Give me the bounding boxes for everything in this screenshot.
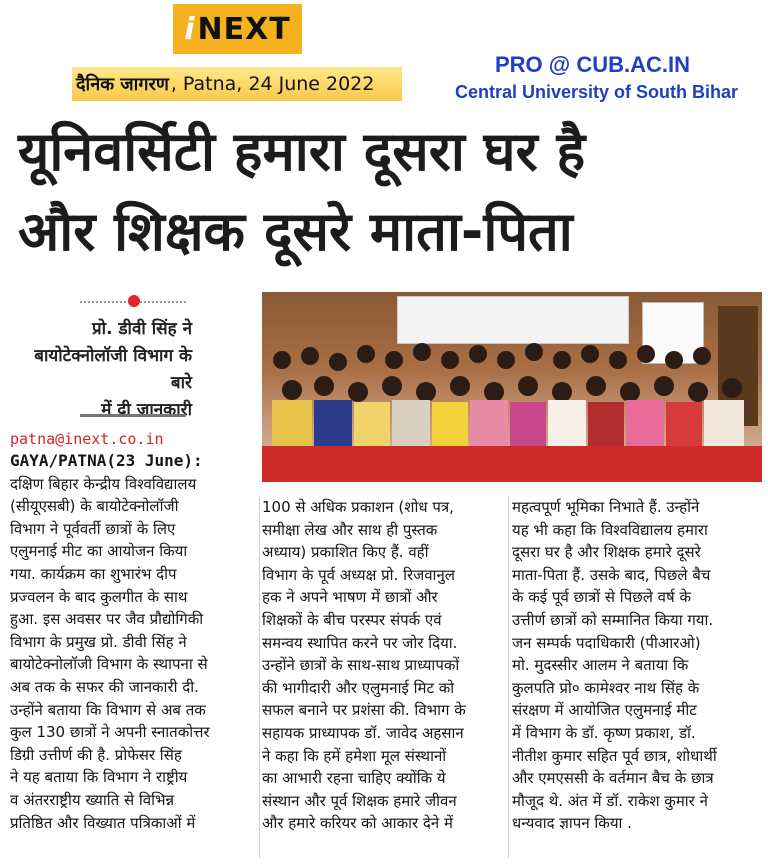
reporter-email: patna@inext.co.in: [10, 430, 164, 448]
article-line: उत्तीर्ण छात्रों को सम्मानित किया गया.: [512, 610, 714, 629]
article-line: बायोटेक्नोलॉजी विभाग के स्थापना से: [10, 655, 208, 674]
subhead-line: बायोटेक्नोलॉजी विभाग के बारे: [34, 346, 192, 393]
article-line: डिग्री उत्तीर्ण की है. प्रोफेसर सिंह: [10, 745, 182, 764]
pro-email: PRO @ CUB.AC.IN: [494, 52, 690, 77]
article-line: ने यह बताया कि विभाग ने राष्ट्रीय: [10, 768, 188, 787]
article-line: नीतीश कुमार सहित पूर्व छात्र, शोधार्थी: [512, 746, 717, 765]
article-line: विभाग के पूर्व अध्यक्ष प्रो. रिजवानुल: [262, 565, 455, 584]
article-line: संरक्षण में आयोजित एलुमनाई मीट: [512, 701, 697, 720]
column-divider: [508, 496, 509, 858]
article-line: समीक्षा लेख और साथ ही पुस्तक: [262, 520, 438, 539]
article-line: में विभाग के डॉ. कृष्ण प्रकाश, डॉ.: [512, 723, 696, 742]
article-line: मौजूद थे. अंत में डॉ. राकेश कुमार ने: [512, 791, 708, 810]
photo-seats: [262, 446, 762, 482]
article-line: दक्षिण बिहार केन्द्रीय विश्वविद्यालय: [10, 474, 197, 493]
article-column-2: [262, 496, 504, 835]
article-line: माता-पिता हैं. उसके बाद, पिछले बैच: [512, 565, 711, 584]
article-line: हुआ. इस अवसर पर जैव प्रौद्योगिकी: [10, 610, 204, 629]
article-line: मो. मुदस्सीर आलम ने बताया कि: [512, 656, 689, 675]
article-line: अध्याय) प्रकाशित किए हैं. वहीं: [262, 543, 429, 562]
university-name: Central University of South Bihar: [454, 82, 738, 102]
article-line: समन्वय स्थापित करने पर जोर दिया.: [262, 633, 458, 652]
article-line: और एमएससी के वर्तमान बैच के छात्र: [512, 769, 714, 788]
newspaper-name: दैनिक जागरण: [76, 74, 169, 95]
article-line: और हमारे करियर को आकार देने में: [262, 814, 453, 833]
article-line: सफल बनाने पर प्रशंसा की. विभाग के: [262, 701, 466, 720]
article-line: के कई पूर्व छात्रों से पिछले वर्ष के: [512, 588, 691, 607]
article-line: अब तक के सफर की जानकारी दी.: [10, 677, 199, 696]
article-line: विभाग ने पूर्ववर्ती छात्रों के लिए: [10, 519, 176, 538]
article-line: कुल 130 छात्रों ने अपनी स्नातकोत्तर: [10, 723, 210, 742]
article-line: 100 से अधिक प्रकाशन (शोध पत्र,: [262, 498, 454, 516]
subhead-line: प्रो. डीवी सिंह ने: [92, 319, 192, 339]
article-line: विभाग के प्रमुख प्रो. डीवी सिंह ने: [10, 632, 187, 651]
article-line: सहायक प्राध्यापक डॉ. जावेद अहसान: [262, 723, 464, 742]
photo-crowd: [262, 330, 762, 460]
headline-line-2: और शिक्षक दूसरे माता-पिता: [18, 200, 573, 263]
article-line: दूसरा घर है और शिक्षक हमारे दूसरे: [512, 543, 701, 562]
dateline-text: , Patna, 24 June 2022: [170, 73, 375, 95]
subhead: [14, 316, 192, 424]
article-line: गया. कार्यक्रम का शुभारंभ दीप: [10, 564, 177, 583]
subhead-line: में दी जानकारी: [101, 400, 192, 420]
article-line: यह भी कहा कि विश्वविद्यालय हमारा: [512, 520, 708, 539]
article-line: ने कहा कि हमें हमेशा मूल संस्थानों: [262, 746, 447, 765]
logo-text: NEXT: [197, 11, 291, 47]
article-line: उन्होंने छात्रों के साथ-साथ प्राध्यापकों: [262, 656, 460, 675]
article-line: हक ने अपने भाषण में छात्रों और: [262, 588, 438, 607]
article-line: कुलपति प्रो० कामेश्वर नाथ सिंह के: [512, 678, 700, 697]
article-line: प्रज्वलन के बाद कुलगीत के साथ: [10, 587, 188, 606]
article-column-3: [512, 496, 756, 835]
article-line: जन सम्पर्क पदाधिकारी (पीआरओ): [512, 633, 701, 652]
article-line: प्रतिष्ठित और विख्यात पत्रिकाओं में: [10, 813, 196, 832]
article-line: व अंतरराष्ट्रीय ख्याति से विभिन्न: [10, 790, 175, 809]
red-dot-icon: [128, 295, 140, 307]
inext-logo: [173, 4, 302, 54]
article-line: संस्थान और पूर्व शिक्षक हमारे जीवन: [262, 791, 457, 810]
article-line: उन्होंने बताया कि विभाग से अब तक: [10, 700, 206, 719]
article-line: (सीयूएसबी) के बायोटेक्नोलॉजी: [10, 497, 179, 516]
article-line: GAYA/PATNA(23 June):: [10, 451, 203, 470]
article-line: शिक्षकों के बीच परस्पर संपर्क एवं: [262, 610, 442, 629]
article-line: एलुमनाई मीट का आयोजन किया: [10, 542, 188, 561]
article-line: की भागीदारी और एलुमनाई मिट को: [262, 678, 455, 697]
column-divider: [259, 496, 260, 858]
group-photo: [262, 292, 762, 482]
article-column-1: [10, 450, 258, 834]
dateline-strip: [72, 67, 402, 101]
article-line: का आभारी रहना चाहिए क्योंकि ये: [262, 769, 446, 788]
article-line: धन्यवाद ज्ञापन किया .: [512, 814, 632, 833]
headline-line-1: यूनिवर्सिटी हमारा दूसरा घर है: [18, 120, 586, 183]
article-line: महत्वपूर्ण भूमिका निभाते हैं. उन्होंने: [512, 498, 700, 516]
logo-i: i: [184, 11, 196, 47]
subhead-rule: [80, 414, 186, 417]
